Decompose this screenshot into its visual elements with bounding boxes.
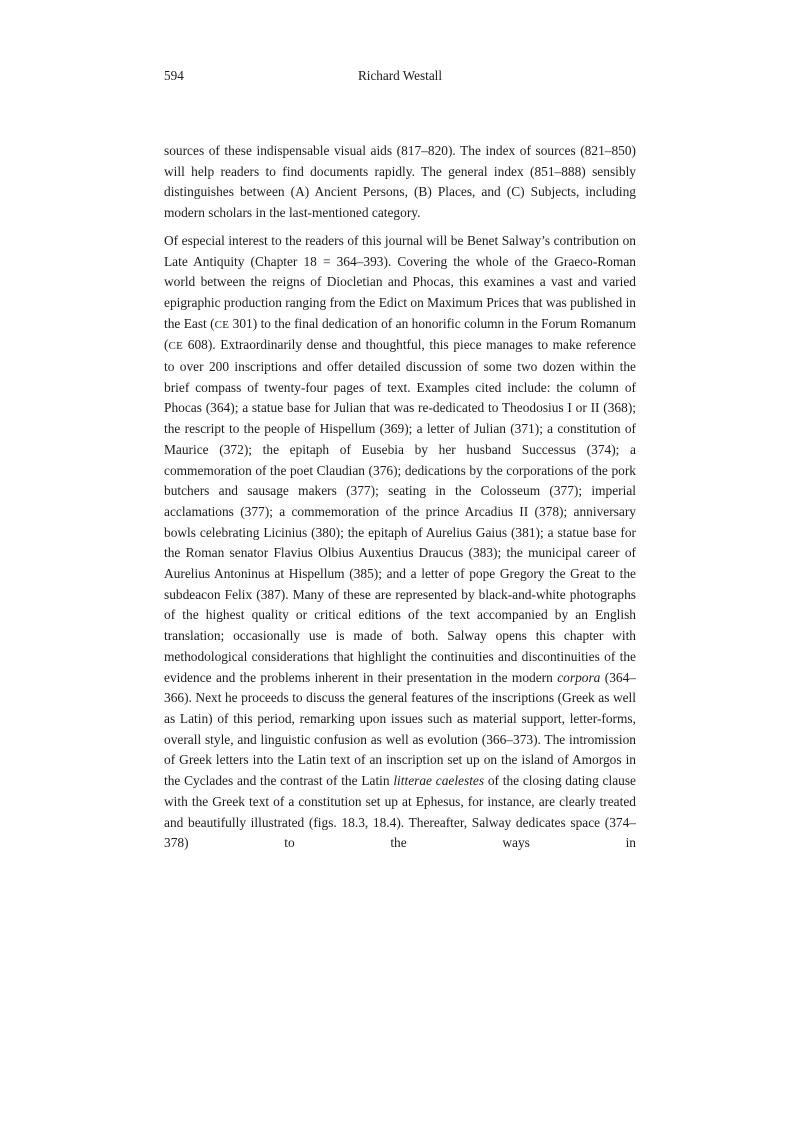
running-header-row [164,68,636,88]
paragraph [164,141,636,224]
running-header-author: Richard Westall [357,68,443,83]
body-text [164,141,636,854]
text-run: 608). Extraordinarily dense and thoughtful, this piece manages to make reference to over 200 inscriptions and offer detailed discussion of some two dozen within the brief compass of twenty-four pages of text. Examples cited include: the column of Phocas (364); a statue base for Julian that was re-dedicated to Theodosius I or II (368); the rescript to the people of Hispellum (369); a letter of Julian (371); a constitution of Maurice (372); the epitaph of Eusebia by her husband Successus (374); a commemoration of the poet Claudian (376); dedications by the corporations of the pork butchers and sausage makers (377); seating in the Colosseum (377); imperial acclamations (377); a commemoration of the prince Arcadius II (378); anniversary bowls celebrating Licinius (380); the epitaph of Aurelius Gaius (381); a statue base for the Roman senator Flavius Olbius Auxentius Draucus (383); the municipal career of Aurelius Antoninus at Hispellum (385); and a letter of pope Gregory the Great to the subdeacon Felix (387). Many of these are represented by black-and-white photographs of the highest quality or critical editions of the text accompanied by an English translation; occasionally use is made of both. Salway opens this chapter with methodological considerations that highlight the continuities and discontinuities of the evidence and the problems inherent in their presentation in the modern [164,337,636,685]
text-run: corpora [557,669,601,685]
paragraph [164,231,636,854]
text-run: CE [168,340,184,353]
text-run: CE [214,318,230,331]
text-run: sources of these indispensable visual aids (817–820). The index of sources (821–850) will help readers to find documents rapidly. The general index (851–888) sensibly distinguishes between (A) Ancient Persons, (B) Places, and (C) Subjects, including modern scholars in the last-mentioned category. [164,143,636,221]
text-run: Of especial interest to the readers of this journal will be Benet Salway’s contribution on Late Antiquity (Chapter 18 = 364–393). Covering the whole of the Graeco-Roman world between the reigns of Diocletian and Phocas, this examines a vast and varied epigraphic production ranging from the Edict on Maximum Prices that was published in the East ( [164,232,636,331]
text-run: 301) to the final dedication of an honorific column in the Forum Romanum ( [164,315,636,353]
text-run: of the closing dating clause with the Greek text of a constitution set up at Ephesus, for instance, are clearly treated and beautifully illustrated (figs. 18.3, 18.4). Thereafter, Salway dedicates space (374–378) to the ways in [164,773,636,851]
page-number: 594 [164,68,184,83]
text-run: litterae caelestes [393,773,485,789]
text-run: (364–366). Next he proceeds to discuss the general features of the inscriptions (Greek as well as Latin) of this period, remarking upon issues such as material support, letter-forms, overall style, and linguistic confusion as well as evolution (366–373). The intromission of Greek letters into the Latin text of an inscription set up on the island of Amorgos in the Cyclades and the contrast of the Latin [164,669,636,789]
